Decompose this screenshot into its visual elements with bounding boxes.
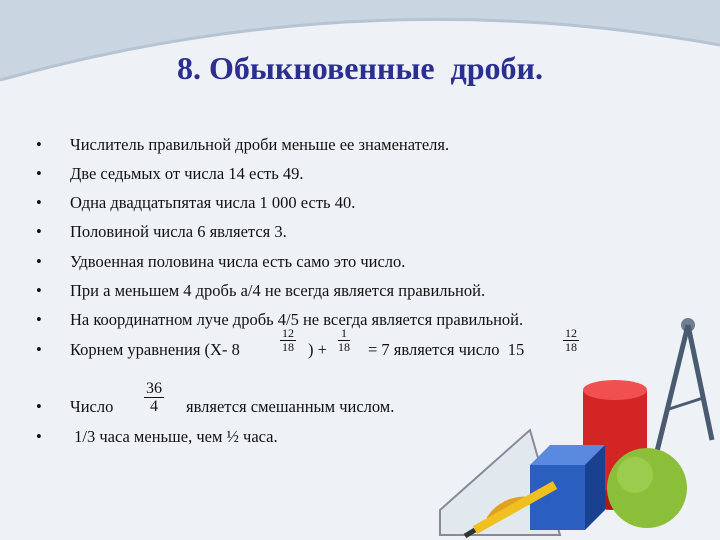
denominator: 18 [565,340,577,354]
item-text: Удвоенная половина числа есть само это число. [70,252,406,271]
denominator: 18 [338,340,350,354]
item-text: На координатном луче дробь 4/5 не всегда является правильной. [70,310,524,329]
fraction [338,327,350,354]
item-text: 1/3 часа меньше, чем ½ часа. [70,427,278,446]
bullet: • [36,397,42,416]
fraction [144,380,164,415]
bullet: • [36,135,42,154]
bullet: • [36,281,42,300]
denominator: 18 [282,340,294,354]
numerator: 12 [282,326,294,340]
numerator: 12 [565,326,577,340]
slide-title: 8. Обыкновенные дроби. [177,50,543,86]
item-text: Одна двадцатьпятая числа 1 000 есть 40. [70,193,356,212]
geometry-decoration [420,280,720,540]
item-text: является смешанным числом. [186,397,395,416]
numerator: 1 [338,327,350,341]
item-text: ) + [308,340,327,359]
bullet: • [36,340,42,359]
bullet: • [36,310,42,329]
item-text: Половиной числа 6 является 3. [70,222,287,241]
item-text: Число [70,397,114,416]
item-text: Корнем уравнения (Х- 8 [70,340,240,359]
green-sphere-icon [607,448,687,528]
bullet: • [36,222,42,241]
fraction [280,327,296,354]
bullet: • [36,193,42,212]
bullet: • [36,164,42,183]
item-text: = 7 является число 15 [368,340,525,359]
blue-cube-icon [530,445,605,530]
item-text: Две седьмых от числа 14 есть 49. [70,164,304,183]
numerator: 36 [146,380,162,397]
item-text: Числитель правильной дроби меньше ее знаменателя. [70,135,450,154]
bullet: • [36,252,42,271]
item-text: При а меньшем 4 дробь а/4 не всегда является правильной. [70,281,486,300]
denominator: 4 [150,398,158,415]
bullet: • [36,427,42,446]
